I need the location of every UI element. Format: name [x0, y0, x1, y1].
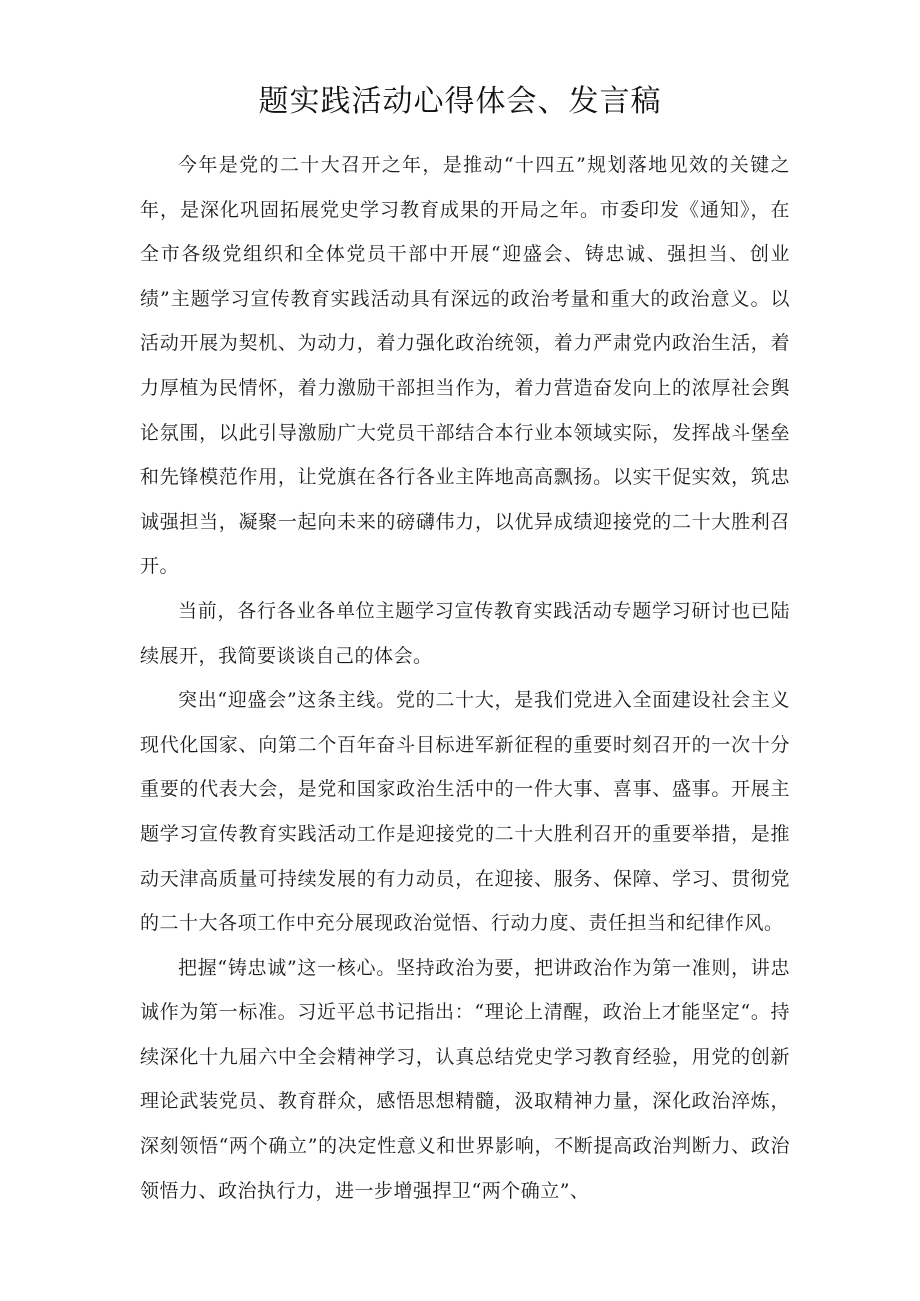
paragraph-main-line: 突出“迎盛会”这条主线。党的二十大，是我们党进入全面建设社会主义现代化国家、向第二个百年奋斗目标进军新征程的重要时刻召开的一次十分重要的代表大会，是党和国家政治生活中的一件大事、喜事、盛事。开展主题学习宣传教育实践活动工作是迎接党的二十大胜利召开的重要举措，是推动天津高质量可持续发展的有力动员，在迎接、服务、保障、学习、贯彻党的二十大各项工作中充分展现政治觉悟、行动力度、责任担当和纪律作风。: [140, 689, 790, 935]
document-title: 题实践活动心得体会、发言稿: [258, 84, 662, 119]
paragraph-core: 把握“铸忠诚”这一核心。坚持政治为要，把讲政治作为第一准则，讲忠诚作为第一标准。习近平总书记指出：“理论上清醒，政治上才能坚定“。持续深化十九届六中全会精神学习，认真总结党史学习教育经验，用党的创新理论武装党员、教育群众，感悟思想精髓，汲取精神力量，深化政治淬炼，深刻领悟“两个确立”的决定性意义和世界影响，不断提高政治判断力、政治领悟力、政治执行力，进一步增强捍卫“两个确立”、: [140, 956, 790, 1202]
paragraph-current: 当前，各行各业各单位主题学习宣传教育实践活动专题学习研讨也已陆续展开，我简要谈谈自己的体会。: [140, 599, 790, 667]
paragraph-intro: 今年是党的二十大召开之年，是推动“十四五”规划落地见效的关键之年，是深化巩固拓展党史学习教育成果的开局之年。市委印发《通知》，在全市各级党组织和全体党员干部中开展“迎盛会、铸忠诚、强担当、创业绩”主题学习宣传教育实践活动具有深远的政治考量和重大的政治意义。以活动开展为契机、为动力，着力强化政治统领，着力严肃党内政治生活，着力厚植为民情怀，着力激励干部担当作为，着力营造奋发向上的浓厚社会舆论氛围，以此引导激励广大党员干部结合本行业本领域实际，发挥战斗堡垒和先锋模范作用，让党旗在各行各业主阵地高高飘扬。以实干促实效，筑忠诚强担当，凝聚一起向未来的磅礴伟力，以优异成绩迎接党的二十大胜利召开。: [140, 154, 790, 578]
document-body: [140, 143, 790, 1213]
